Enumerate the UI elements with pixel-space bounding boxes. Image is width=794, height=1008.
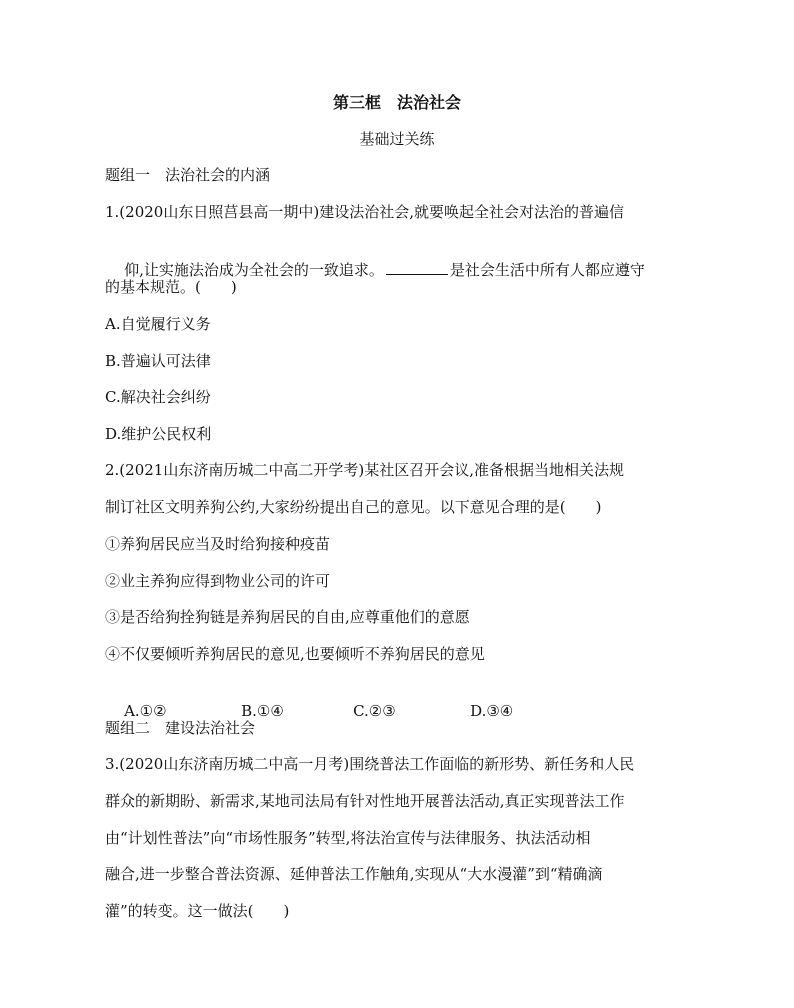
answer-blank [386,260,448,275]
question-3-line-3: 由“计划性普法”向“市场性服务”转型,将法治宣传与法律服务、执法活动相 [105,829,591,847]
question-2-line-2: 制订社区文明养狗公约,大家纷纷提出自己的意见。以下意见合理的是( ) [105,498,602,516]
question-2-option-c: C.②③ [353,702,396,720]
question-2-item-2: ②业主养狗应得到物业公司的许可 [105,572,331,590]
section-subtitle: 基础过关练 [359,130,435,148]
question-1-option-d: D.维护公民权利 [105,425,212,443]
question-3-line-4: 融合,进一步整合普法资源、延伸普法工作触角,实现从“大水漫灌”到“精确滴 [105,865,603,883]
question-3-line-2: 群众的新期盼、新需求,某地司法局有针对性地开展普法活动,真正实现普法工作 [105,792,625,810]
question-3-line-1: 3.(2020山东济南历城二中高一月考)围绕普法工作面临的新形势、新任务和人民 [105,755,635,773]
question-1-line-2-after: 是社会生活中所有人都应遵守 [449,261,645,279]
question-2-item-4: ④不仅要倾听养狗居民的意见,也要倾听不养狗居民的意见 [105,645,485,663]
page-title: 第三框 法治社会 [332,93,461,112]
question-1-option-c: C.解决社会纠纷 [105,388,211,406]
group-title-1: 题组一 法治社会的内涵 [105,166,271,184]
question-1-line-1: 1.(2020山东日照莒县高一期中)建设法治社会,就要唤起全社会对法治的普遍信 [105,203,624,221]
group-title-2: 题组二 建设法治社会 [105,719,256,737]
question-2-option-a: A.①② [124,702,167,720]
question-2-option-d: D.③④ [470,702,514,720]
question-3-line-5: 灌”的转变。这一做法( ) [105,902,290,920]
question-1-option-b: B.普遍认可法律 [105,352,211,370]
question-1-line-2-before: 仰,让实施法治成为全社会的一致追求。 [124,261,384,279]
question-1-line-3: 的基本规范。( ) [105,278,237,296]
question-2-item-1: ①养狗居民应当及时给狗接种疫苗 [105,535,331,553]
question-1-option-a: A.自觉履行义务 [105,315,211,333]
question-2-option-b: B.①④ [241,702,284,720]
question-2-line-1: 2.(2021山东济南历城二中高二开学考)某社区召开会议,准备根据当地相关法规 [105,461,624,479]
question-2-item-3: ③是否给狗拴狗链是养狗居民的自由,应尊重他们的意愿 [105,608,470,626]
